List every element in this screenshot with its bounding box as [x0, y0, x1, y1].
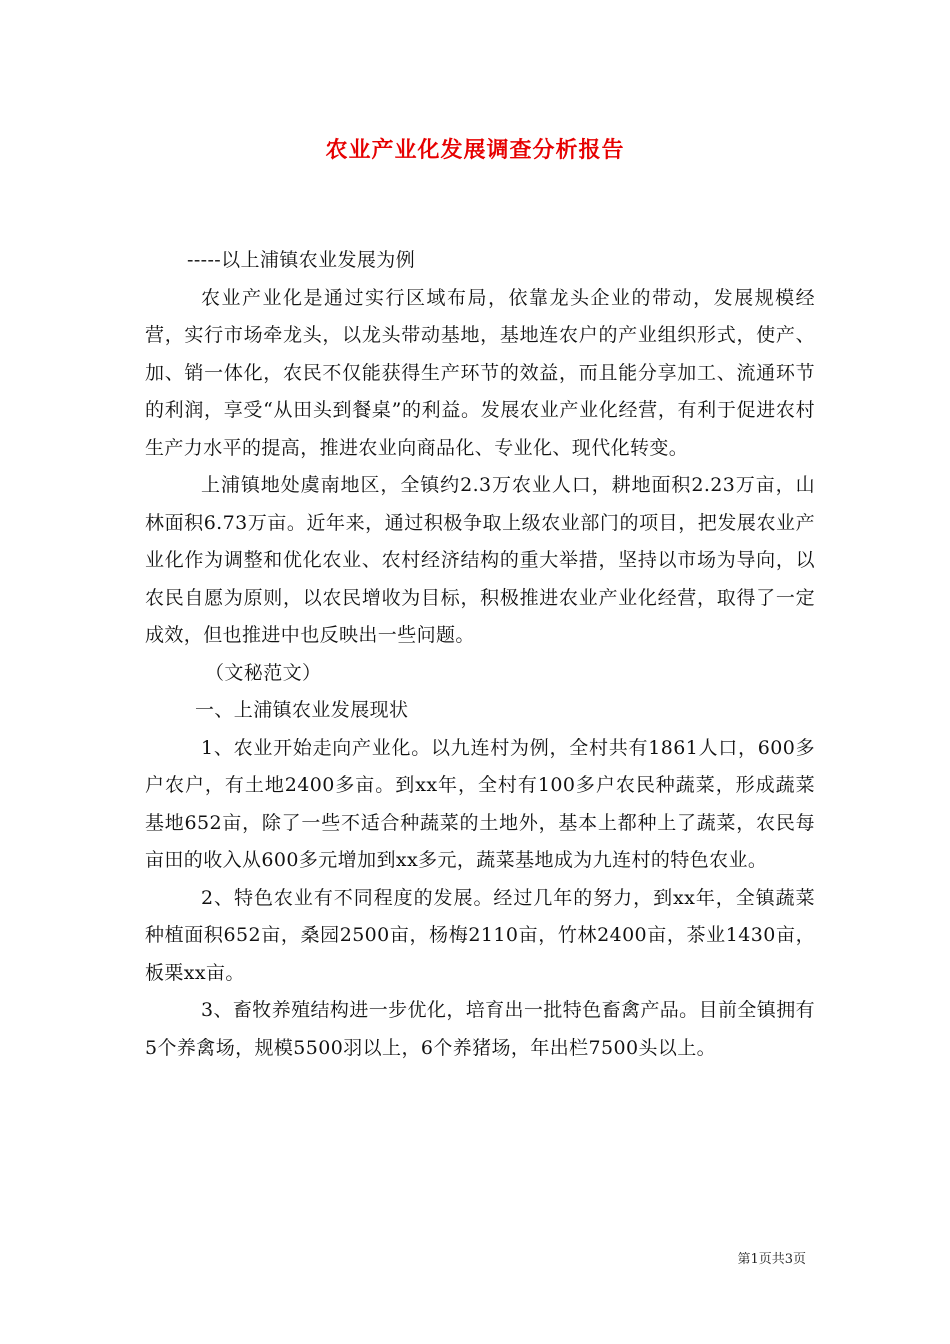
paragraph-note: （文秘范文）	[205, 661, 322, 684]
paragraph-item-2: 2、特色农业有不同程度的发展。经过几年的努力，到xx年，全镇蔬菜种植面积652亩，桑园2500亩，杨梅2110亩，竹林2400亩，茶业1430亩，板栗xx亩。	[145, 886, 815, 984]
paragraph-item-3: 3、畜牧养殖结构进一步优化，培育出一批特色畜禽产品。目前全镇拥有5个养禽场，规模5500羽以上，6个养猪场，年出栏7500头以上。	[145, 999, 815, 1059]
section-heading: 一、上浦镇农业发展现状	[195, 699, 409, 721]
page-number: 第1页共3页	[737, 1252, 806, 1267]
document-body	[145, 242, 815, 1067]
paragraph-overview: 上浦镇地处虞南地区，全镇约2.3万农业人口，耕地面积2.23万亩，山林面积6.73万亩。近年来，通过积极争取上级农业部门的项目，把发展农业产业化作为调整和优化农业、农村经济结构的重大举措，坚持以市场为导向，以农民自愿为原则，以农民增收为目标，积极推进农业产业化经营，取得了一定成效，但也推进中也反映出一些问题。	[145, 474, 815, 646]
document-title: 农业产业化发展调查分析报告	[325, 137, 625, 163]
paragraph-item-1: 1、农业开始走向产业化。以九连村为例，全村共有1861人口，600多户农户，有土地2400多亩。到xx年，全村有100多户农民种蔬菜，形成蔬菜基地652亩，除了一些不适合种蔬菜的土地外，基本上都种上了蔬菜，农民每亩田的收入从600多元增加到xx多元，蔬菜基地成为九连村的特色农业。	[145, 736, 815, 871]
document-subtitle: -----以上浦镇农业发展为例	[187, 249, 416, 271]
paragraph-intro: 农业产业化是通过实行区域布局，依靠龙头企业的带动，发展规模经营，实行市场牵龙头，以龙头带动基地，基地连农户的产业组织形式，使产、加、销一体化，农民不仅能获得生产环节的效益，而且能分享加工、流通环节的利润，享受“从田头到餐桌”的利益。发展农业产业化经营，有利于促进农村生产力水平的提高，推进农业向商品化、专业化、现代化转变。	[145, 286, 815, 459]
